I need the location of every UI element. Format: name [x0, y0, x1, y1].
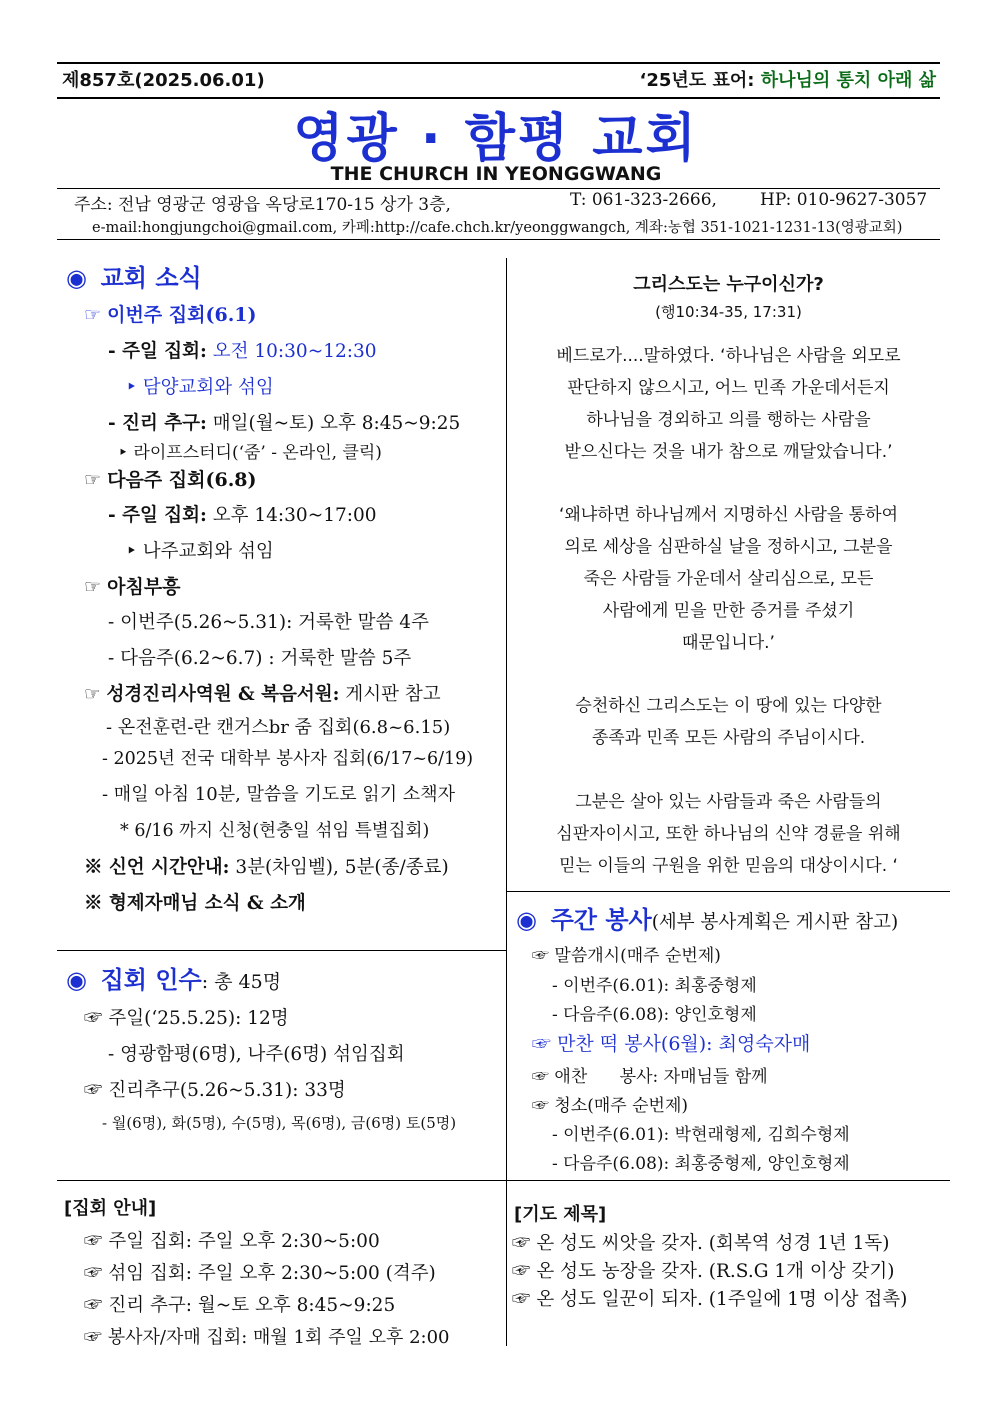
prayer-item-text: 온 성도 일꾼이 되자. (1주일에 1명 이상 접촉) [536, 1289, 908, 1310]
guide-item [84, 1323, 450, 1349]
christ-line: 판단하지 않으시고, 어느 민족 가운데서든지 [567, 378, 890, 398]
christ-line: 때문입니다.’ [682, 633, 775, 653]
christ-paragraph-4 [507, 786, 950, 882]
word-opening [532, 941, 721, 966]
christ-paragraph-1 [507, 340, 950, 468]
pointing-hand-icon: ☞ [532, 1067, 549, 1087]
truth-time: 매일(월~토) 오후 8:45~9:25 [212, 413, 461, 434]
christ-line: 승천하신 그리스도는 이 땅에 있는 다양한 [575, 696, 882, 716]
sunday-meeting [108, 337, 377, 363]
pointing-hand-icon: ☞ [84, 684, 101, 705]
christ-line: 죽은 사람들 가운데서 살리심으로, 모든 [583, 569, 874, 589]
attendance-truth [84, 1076, 346, 1102]
bible-item-4: * 6/16 까지 신청(현충일 섞임 특별집회) [120, 821, 430, 841]
cleaning-next-week: - 다음주(6.08): 최홍중형제, 양인호형제 [552, 1154, 850, 1174]
bible-item-3: - 매일 아침 10분, 말씀을 기도로 읽기 소책자 [102, 784, 455, 805]
attendance-truth-text: 진리추구(5.26~5.31): 33명 [108, 1080, 346, 1101]
pointing-hand-icon: ☞ [84, 1295, 103, 1316]
christ-paragraph-2 [507, 499, 950, 659]
christ-line: 받으신다는 것을 내가 참으로 깨달았습니다.’ [564, 442, 893, 462]
next-sunday-note: ‣ 나주교회와 섞임 [126, 541, 274, 562]
prayer-item [512, 1257, 894, 1283]
supper-service [532, 1029, 810, 1056]
word-this-week: - 이번주(6.01): 최홍중형제 [552, 976, 757, 996]
left-section-rule [57, 950, 506, 951]
lower-rule [57, 1180, 950, 1181]
bible-ministry-note: 게시판 참고 [345, 684, 441, 705]
pointing-hand-icon: ☞ [532, 1033, 552, 1055]
sunday-label: - 주일 집회: [108, 341, 207, 362]
next-sunday-label: - 주일 집회: [108, 505, 207, 526]
pointing-hand-icon: ☞ [532, 946, 549, 966]
pointing-hand-icon: ☞ [84, 1327, 102, 1348]
christ-line: 의로 세상을 심판하실 날을 정하시고, 그분을 [564, 537, 893, 557]
attendance-sunday [84, 1004, 289, 1030]
motto [640, 66, 936, 92]
christ-line: 그분은 살아 있는 사람들과 죽은 사람들의 [575, 792, 882, 812]
cleaning-this-week: - 이번주(6.01): 박현래형제, 김희수형제 [552, 1125, 850, 1145]
guide-item [84, 1227, 380, 1253]
header-bottom-rule [57, 239, 940, 240]
love-feast-text: 애찬 봉사: 자매님들 함께 [554, 1067, 768, 1087]
page-title: 영광 · 함평 교회 [293, 109, 699, 169]
target-icon: ◉ [516, 906, 537, 934]
christ-title: 그리스도는 누구이신가? [633, 274, 824, 295]
bible-item-2: - 2025년 전국 대학부 봉사자 집회(6/17~6/19) [102, 749, 474, 769]
top-rule [57, 62, 940, 64]
christ-line: 심판자이시고, 또한 하나님의 신약 경륜을 위해 [556, 824, 901, 844]
prayer-item-text: 온 성도 씨앗을 갖자. (회복역 성경 1년 1독) [536, 1233, 890, 1254]
news-heading [66, 258, 202, 293]
right-section-rule [506, 891, 950, 892]
motto-label: ‘25년도 표어: [639, 70, 755, 91]
morning-revival-heading [84, 572, 181, 599]
cleaning-service [532, 1091, 688, 1116]
next-sunday-time: 오후 14:30~17:00 [212, 505, 377, 526]
guide-item-text: 봉사자/자매 집회: 매월 1회 주일 오후 2:00 [107, 1327, 450, 1348]
attendance-heading-text: 집회 인수 [100, 966, 202, 994]
guide-item-text: 주일 집회: 주일 오후 2:30~5:00 [108, 1231, 380, 1252]
word-next-week: - 다음주(6.08): 양인호형제 [552, 1005, 757, 1025]
attendance-truth-detail: - 월(6명), 화(5명), 수(5명), 목(6명), 금(6명) 토(5명) [102, 1114, 457, 1132]
morning-this-week: - 이번주(5.26~5.31): 거룩한 말씀 4주 [108, 612, 429, 633]
christ-line: ‘왜냐하면 하나님께서 지명하신 사람을 통하여 [558, 505, 899, 525]
pointing-hand-icon: ☞ [84, 469, 102, 491]
supper-service-text: 만찬 떡 봉사(6월): 최영숙자매 [557, 1033, 811, 1055]
pointing-hand-icon: ☞ [512, 1233, 531, 1254]
issue-number: 제857호(2025.06.01) [62, 70, 265, 91]
word-opening-text: 말씀개시(매주 순번제) [554, 946, 721, 966]
christ-line: 사람에게 믿을 만한 증거를 주셨기 [602, 601, 855, 621]
truth-label: - 진리 추구: [108, 413, 207, 434]
guide-item [84, 1259, 436, 1285]
target-icon: ◉ [66, 966, 87, 994]
prayer-item-text: 온 성도 농장을 갖자. (R.S.G 1개 이상 갖기) [536, 1261, 895, 1282]
truth-note: ‣ 라이프스터디(‘줌’ - 온라인, 클릭) [118, 443, 382, 463]
this-week-label: 이번주 집회(6.1) [107, 304, 257, 326]
attendance-total: : 총 45명 [201, 971, 282, 993]
morning-revival-label: 아침부흥 [107, 576, 181, 598]
speaking-time-text: 3분(차임벨), 5분(종/종료) [235, 857, 449, 878]
pointing-hand-icon: ☞ [84, 304, 102, 326]
pointing-hand-icon: ☞ [512, 1289, 531, 1310]
christ-paragraph-3 [507, 690, 950, 754]
guide-heading: [집회 안내] [64, 1198, 157, 1219]
brothers-news: ※ 형제자매님 소식 & 소개 [84, 893, 306, 914]
pointing-hand-icon: ☞ [84, 576, 102, 598]
christ-line: 종족과 민족 모든 사람의 주님이시다. [591, 728, 866, 748]
next-sunday-meeting [108, 501, 377, 527]
contact-info: e-mail:hongjungchoi@gmail.com, 카페:http://cafe.chch.kr/yeonggwangch, 계좌:농협 351-1021-1231-13(영광교회) [92, 220, 903, 236]
next-week-label: 다음주 집회(6.8) [107, 469, 257, 491]
attendance-sunday-detail: - 영광함평(6명), 나주(6명) 섞임집회 [108, 1044, 405, 1065]
service-heading [516, 900, 898, 935]
pointing-hand-icon: ☞ [84, 1231, 103, 1252]
news-heading-text: 교회 소식 [100, 264, 202, 292]
pointing-hand-icon: ☞ [532, 1096, 549, 1116]
guide-item [84, 1291, 395, 1317]
guide-item-text: 진리 추구: 월~토 오후 8:45~9:25 [108, 1295, 396, 1316]
pointing-hand-icon: ☞ [84, 1263, 103, 1284]
guide-item-text: 섞임 집회: 주일 오후 2:30~5:00 (격주) [108, 1263, 436, 1284]
bible-ministry-label: 성경진리사역원 & 복음서원: [106, 684, 340, 705]
pointing-hand-icon: ☞ [512, 1261, 531, 1282]
truth-meeting [108, 409, 460, 435]
bible-item-1: - 온전훈련-란 캔거스br 줌 집회(6.8~6.15) [106, 717, 451, 738]
christ-line: 하나님을 경외하고 의를 행하는 사람을 [586, 410, 871, 430]
church-subtitle: THE CHURCH IN YEONGGWANG [330, 163, 662, 185]
address: 주소: 전남 영광군 영광읍 옥당로170-15 상가 3층, [74, 195, 451, 215]
speaking-time-label: ※ 신언 시간안내: [84, 857, 230, 878]
target-icon: ◉ [66, 264, 87, 292]
attendance-heading [66, 960, 281, 995]
this-week-heading [84, 300, 257, 327]
speaking-time-guide [84, 853, 449, 879]
pointing-hand-icon: ☞ [84, 1080, 103, 1101]
motto-text: 하나님의 통치 아래 삶 [760, 70, 936, 91]
love-feast-service [532, 1062, 768, 1087]
morning-next-week: - 다음주(6.2~6.7) : 거룩한 말씀 5주 [108, 648, 412, 669]
telephone: T: 061-323-2666, [570, 190, 717, 210]
prayer-item [512, 1285, 907, 1311]
prayer-item [512, 1229, 890, 1255]
attendance-sunday-text: 주일(‘25.5.25): 12명 [108, 1008, 289, 1029]
mobile-phone: HP: 010-9627-3057 [760, 190, 928, 210]
prayer-heading: [기도 제목] [514, 1204, 607, 1225]
christ-reference: (행10:34-35, 17:31) [655, 303, 802, 321]
next-week-heading [84, 465, 257, 492]
service-heading-note: (세부 봉사계획은 게시판 참고) [651, 912, 899, 933]
bible-ministry-heading [84, 680, 441, 706]
christ-line: 베드로가....말하였다. ‘하나님은 사람을 외모로 [556, 346, 901, 366]
cleaning-text: 청소(매주 순번제) [554, 1096, 689, 1116]
sunday-note: ‣ 담양교회와 섞임 [126, 377, 274, 398]
address-rule [57, 188, 940, 189]
pointing-hand-icon: ☞ [84, 1008, 103, 1029]
sunday-time: 오전 10:30~12:30 [212, 341, 377, 362]
christ-line: 믿는 이들의 구원을 위한 믿음의 대상이시다. ‘ [559, 856, 898, 876]
service-heading-text: 주간 봉사 [550, 906, 652, 934]
